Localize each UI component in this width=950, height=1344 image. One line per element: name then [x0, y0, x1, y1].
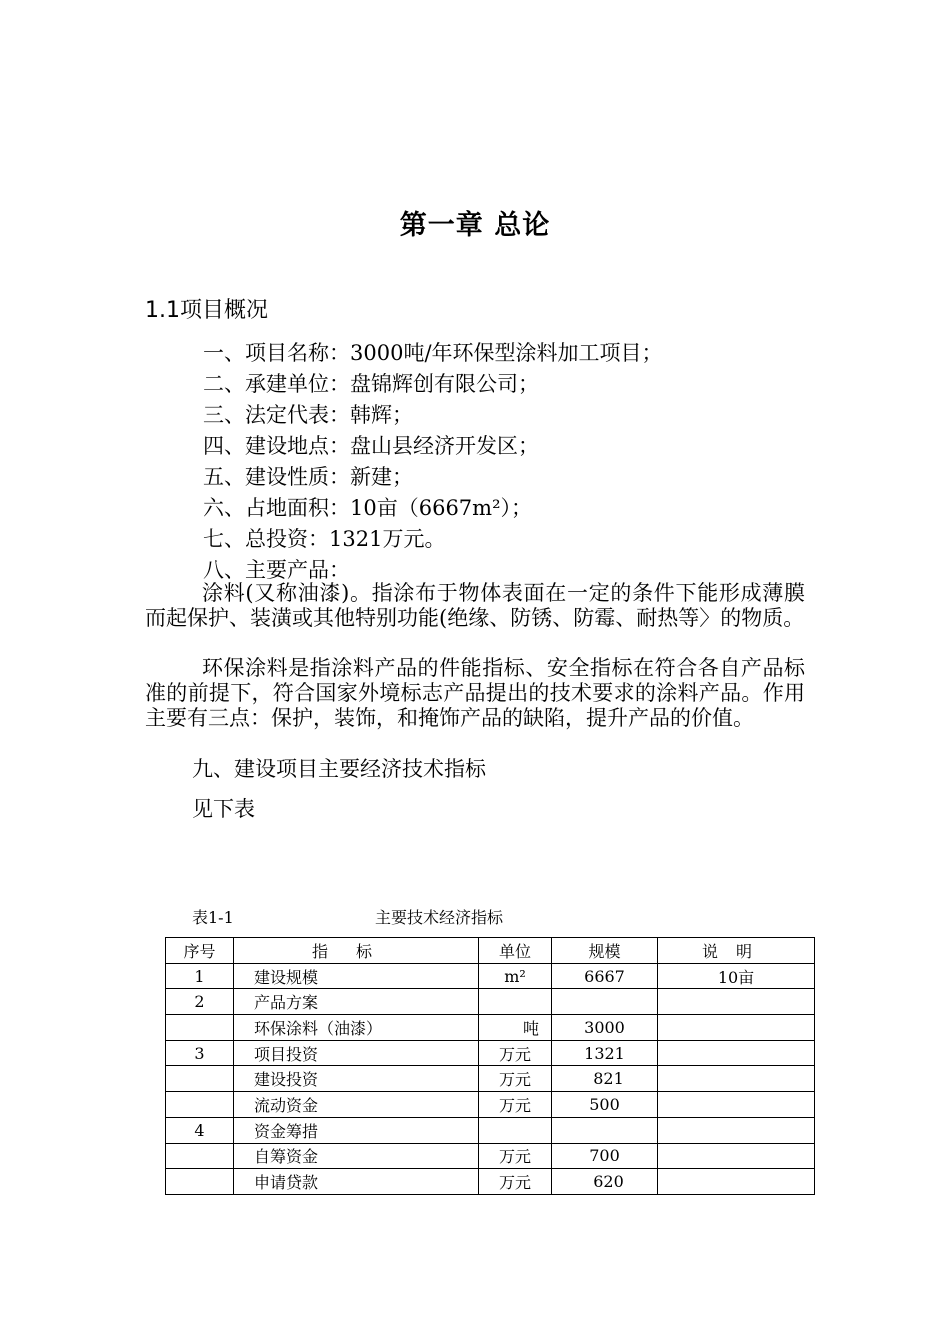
- table-caption-number: 表1-1: [192, 908, 234, 927]
- table-cell: 3000: [552, 1015, 658, 1041]
- table-cell: 万元: [479, 1092, 552, 1118]
- table-cell: 500: [552, 1092, 658, 1118]
- table-cell: [166, 1092, 234, 1118]
- table-row: [166, 1169, 815, 1195]
- table-cell: 流动资金: [234, 1092, 479, 1118]
- header-cell: 说明: [658, 938, 815, 964]
- table-cell: 万元: [479, 1143, 552, 1169]
- table-cell: 821: [552, 1066, 658, 1092]
- table-row: [166, 1040, 815, 1066]
- table-row: [166, 1117, 815, 1143]
- table-cell: [552, 989, 658, 1015]
- table-cell: [552, 1117, 658, 1143]
- table-cell: 产品方案: [234, 989, 479, 1015]
- see-below-text: 见下表: [192, 797, 255, 821]
- table-cell: [658, 1143, 815, 1169]
- table-cell: [166, 1143, 234, 1169]
- section-title: 1.1项目概况: [145, 298, 268, 323]
- table-cell: 6667: [552, 963, 658, 989]
- overview-item: 二、承建单位：盘锦辉创有限公司；: [203, 372, 539, 396]
- overview-item: 八、主要产品：: [203, 558, 350, 582]
- table-row: [166, 1066, 815, 1092]
- table-cell: 资金筹措: [234, 1117, 479, 1143]
- header-cell: 指标: [234, 938, 479, 964]
- table-cell: 万元: [479, 1066, 552, 1092]
- table-cell: 项目投资: [234, 1040, 479, 1066]
- table-cell: 1321: [552, 1040, 658, 1066]
- table-cell: [166, 1169, 234, 1195]
- table-cell: 建设规模: [234, 963, 479, 989]
- table-cell: [658, 1040, 815, 1066]
- table-header-row: [166, 938, 815, 964]
- chapter-title: 第一章 总论: [399, 210, 551, 241]
- overview-item: 七、总投资：1321万元。: [203, 527, 446, 551]
- overview-item: 三、法定代表：韩辉；: [203, 403, 413, 427]
- table-row: [166, 963, 815, 989]
- overview-item: 一、项目名称：3000吨/年环保型涂料加工项目；: [203, 341, 663, 365]
- table-cell: 建设投资: [234, 1066, 479, 1092]
- header-cell: 单位: [479, 938, 552, 964]
- table-cell: [166, 1066, 234, 1092]
- header-cell: 规模: [552, 938, 658, 964]
- table-cell: 吨: [479, 1015, 552, 1041]
- table-row: [166, 1092, 815, 1118]
- indicators-table: [165, 937, 815, 1195]
- table-cell: 3: [166, 1040, 234, 1066]
- table-cell: 1: [166, 963, 234, 989]
- table-cell: [166, 1015, 234, 1041]
- table-cell: 2: [166, 989, 234, 1015]
- table-row: [166, 989, 815, 1015]
- table-caption-title: 主要技术经济指标: [375, 908, 504, 927]
- table-cell: 4: [166, 1117, 234, 1143]
- table-cell: 万元: [479, 1040, 552, 1066]
- table-cell: [479, 1117, 552, 1143]
- table-cell: [658, 1117, 815, 1143]
- table-cell: 环保涂料（油漆）: [234, 1015, 479, 1041]
- table-cell: [658, 1169, 815, 1195]
- table-cell: 10亩: [658, 963, 815, 989]
- table-cell: 自筹资金: [234, 1143, 479, 1169]
- table-cell: 申请贷款: [234, 1169, 479, 1195]
- product-paragraph: 涂料(又称油漆)。指涂布于物体表面在一定的条件下能形成薄膜而起保护、装潢或其他特别功能(绝缘、防锈、防霉、耐热等〉的物质。: [145, 581, 805, 630]
- overview-item: 五、建设性质：新建；: [203, 465, 413, 489]
- table-row: [166, 1015, 815, 1041]
- table-cell: [658, 1015, 815, 1041]
- table-cell: m²: [479, 963, 552, 989]
- overview-item: 四、建设地点：盘山县经济开发区；: [203, 434, 539, 458]
- table-cell: 700: [552, 1143, 658, 1169]
- table-cell: [479, 989, 552, 1015]
- table-row: [166, 1143, 815, 1169]
- overview-item: 六、占地面积：10亩（6667m²）；: [203, 496, 532, 520]
- table-cell: [658, 1066, 815, 1092]
- item-nine: 九、建设项目主要经济技术指标: [192, 757, 486, 781]
- table-cell: 万元: [479, 1169, 552, 1195]
- table-cell: 620: [552, 1169, 658, 1195]
- table-cell: [658, 1092, 815, 1118]
- eco-paint-paragraph: 环保涂料是指涂料产品的件能指标、安全指标在符合各自产品标准的前提下，符合国家外境标志产品提出的技术要求的涂料产品。作用主要有三点：保护，装饰，和掩饰产品的缺陷，提升产品的价值。: [145, 656, 805, 730]
- header-cell: 序号: [166, 938, 234, 964]
- table-cell: [658, 989, 815, 1015]
